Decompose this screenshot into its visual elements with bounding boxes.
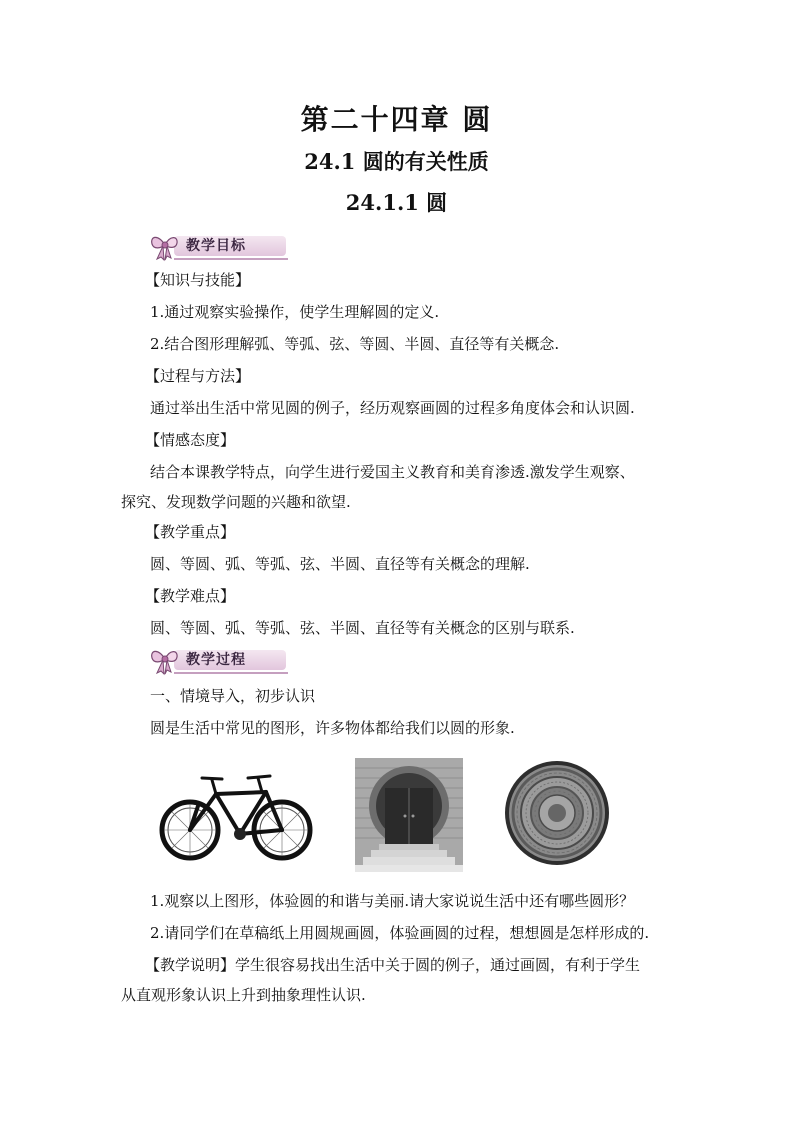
key-point-heading: 【教学重点】 <box>145 523 236 541</box>
intro-text: 圆是生活中常见的图形，许多物体都给我们以圆的形象. <box>150 719 515 737</box>
difficult-point-text: 圆、等圆、弧、等弧、弦、半圆、直径等有关概念的区别与联系. <box>150 619 575 637</box>
teaching-process-badge <box>148 642 288 676</box>
difficult-point-heading: 【教学难点】 <box>145 587 236 605</box>
badge-label: 教学目标 <box>186 238 246 254</box>
teaching-goals-badge <box>148 228 288 262</box>
emotion-text-line-1: 结合本课教学特点，向学生进行爱国主义教育和美育渗透.激发学生观察、 <box>150 463 635 481</box>
badge-underline <box>174 258 288 260</box>
badge-label: 教学过程 <box>186 652 246 668</box>
question-1: 1.观察以上图形，体验圆的和谐与美丽.请大家说说生活中还有哪些圆形？ <box>150 892 635 910</box>
emotion-heading: 【情感态度】 <box>145 431 236 449</box>
knowledge-item-2: 2.结合图形理解弧、等弧、弦、等圆、半圆、直径等有关概念. <box>150 335 560 353</box>
step1-heading: 一、情境导入，初步认识 <box>150 687 316 705</box>
key-point-text: 圆、等圆、弧、等弧、弦、半圆、直径等有关概念的理解. <box>150 555 530 573</box>
chapter-title: 第二十四章 圆 <box>300 103 493 136</box>
emotion-text-line-2: 探究、发现数学问题的兴趣和欲望. <box>121 493 351 511</box>
subsection-title: 24.1.1 圆 <box>345 190 448 215</box>
moon-gate-image <box>355 758 463 872</box>
knowledge-heading: 【知识与技能】 <box>145 271 251 289</box>
process-method-heading: 【过程与方法】 <box>145 367 251 385</box>
badge-underline <box>174 672 288 674</box>
section-title: 24.1 圆的有关性质 <box>304 149 489 174</box>
bicycle-image <box>158 766 316 864</box>
bowknot-icon <box>148 228 182 262</box>
knowledge-item-1: 1.通过观察实验操作，使学生理解圆的定义. <box>150 303 440 321</box>
process-method-text: 通过举出生活中常见圆的例子，经历观察画圆的过程多角度体会和认识圆. <box>150 399 635 417</box>
bowknot-icon <box>148 642 182 676</box>
question-2: 2.请同学们在草稿纸上用圆规画圆，体验画圆的过程，想想圆是怎样形成的. <box>150 924 650 942</box>
teaching-note-line-2: 从直观形象认识上升到抽象理性认识. <box>121 986 366 1004</box>
round-plate-image <box>502 759 612 867</box>
teaching-note-line-1: 【教学说明】学生很容易找出生活中关于圆的例子，通过画圆，有利于学生 <box>145 956 641 974</box>
